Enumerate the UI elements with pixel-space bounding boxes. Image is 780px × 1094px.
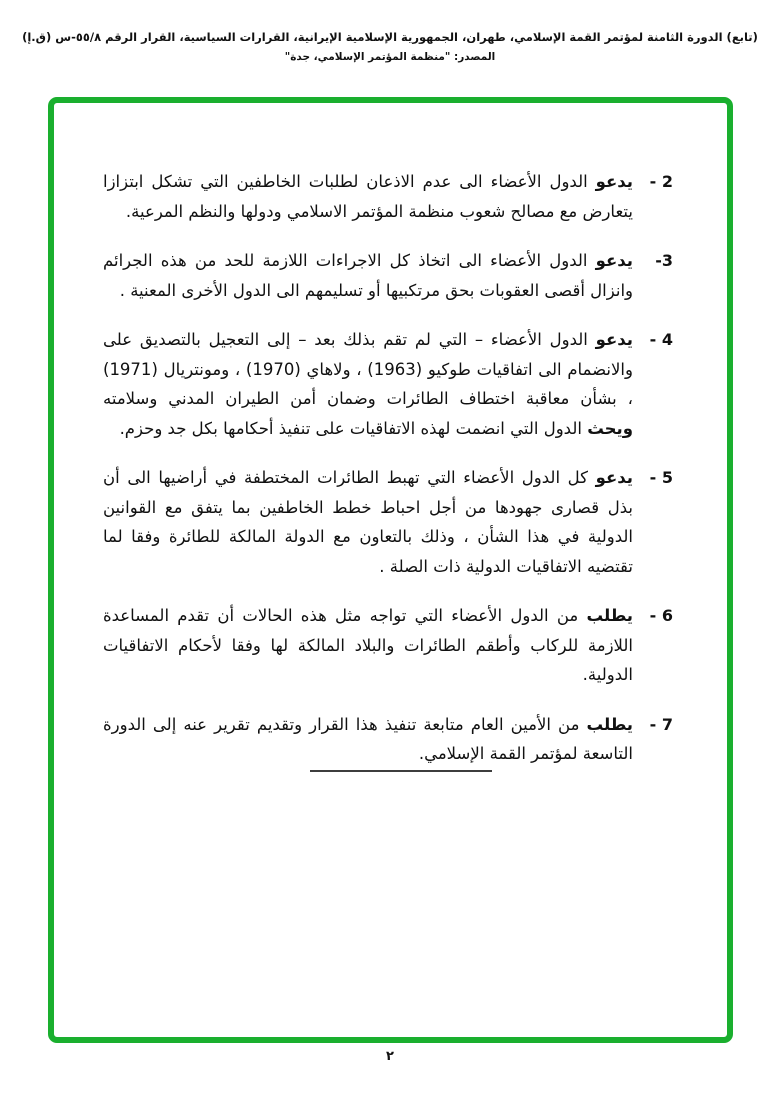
resolution-item bbox=[103, 246, 673, 305]
document-header bbox=[20, 30, 760, 63]
resolution-item bbox=[103, 167, 673, 226]
page-number: ٢ bbox=[386, 1049, 394, 1064]
item-text: يدعو الدول الأعضاء – التي لم تقم بذلك بعد – إلى التعجيل بالتصديق على والانضمام الى اتفاقيات طوكيو (1963) ، ولاهاي (1970) ، ومونتريال (1971) ، بشأن معاقبة اختطاف الطائرات وضمان أمن الطيران المدني وسلامته ويحث الدول التي انضمت لهذه الاتفاقيات على تنفيذ أحكامها بكل جد وحزم. bbox=[103, 330, 633, 438]
header-line-1: (تابع) الدورة الثامنة لمؤتمر القمة الإسلامي، طهران، الجمهورية الإسلامية الإيرانية، القرارات السياسية، القرار الرقم ٥٥/٨-س (ق.إ) bbox=[22, 30, 758, 44]
item-number: 4 - bbox=[649, 330, 673, 349]
resolution-item bbox=[103, 325, 673, 443]
resolution-items bbox=[103, 167, 673, 789]
item-text: يدعو كل الدول الأعضاء التي تهبط الطائرات المختطفة في أراضيها الى أن بذل قصارى جهودها من أجل احباط خطط الخاطفين بما يتفق مع القوانين الدولية في هذا الشأن ، وذلك بالتعاون مع الدولة المالكة للطائرة وفقا لما تقتضيه الاتفاقيات الدولية ذات الصلة . bbox=[103, 468, 633, 576]
item-text: يطلب من الأمين العام متابعة تنفيذ هذا القرار وتقديم تقرير عنه إلى الدورة التاسعة لمؤتمر القمة الإسلامي. bbox=[103, 714, 633, 763]
item-number: 6 - bbox=[649, 606, 673, 625]
header-line-2: المصدر: "منظمة المؤتمر الإسلامي، جدة" bbox=[284, 51, 496, 63]
resolution-item bbox=[103, 710, 673, 769]
item-number: 2 - bbox=[649, 172, 673, 191]
item-text: يدعو الدول الأعضاء الى عدم الاذعان لطلبات الخاطفين التي تشكل ابتزازا يتعارض مع مصالح شعوب منظمة المؤتمر الاسلامي ودولها والنظم المرعية. bbox=[103, 172, 633, 221]
item-text: يطلب من الدول الأعضاء التي تواجه مثل هذه الحالات أن تقدم المساعدة اللازمة للركاب وأطقم الطائرات والبلاد المالكة لها وفقا لأحكام الاتفاقيات الدولية. bbox=[103, 606, 633, 684]
item-number: 3- bbox=[655, 251, 673, 270]
annotation-highlight-box bbox=[48, 97, 733, 1043]
item-number: 7 - bbox=[649, 714, 673, 734]
resolution-item bbox=[103, 601, 673, 690]
resolution-item bbox=[103, 463, 673, 581]
item-number: 5 - bbox=[649, 468, 673, 487]
section-divider bbox=[310, 770, 492, 772]
item-text: يدعو الدول الأعضاء الى اتخاذ كل الاجراءات اللازمة للحد من هذه الجرائم وانزال أقصى العقوبات بحق مرتكبيها أو تسليمهم الى الدول الأخرى المعنية . bbox=[103, 251, 633, 300]
